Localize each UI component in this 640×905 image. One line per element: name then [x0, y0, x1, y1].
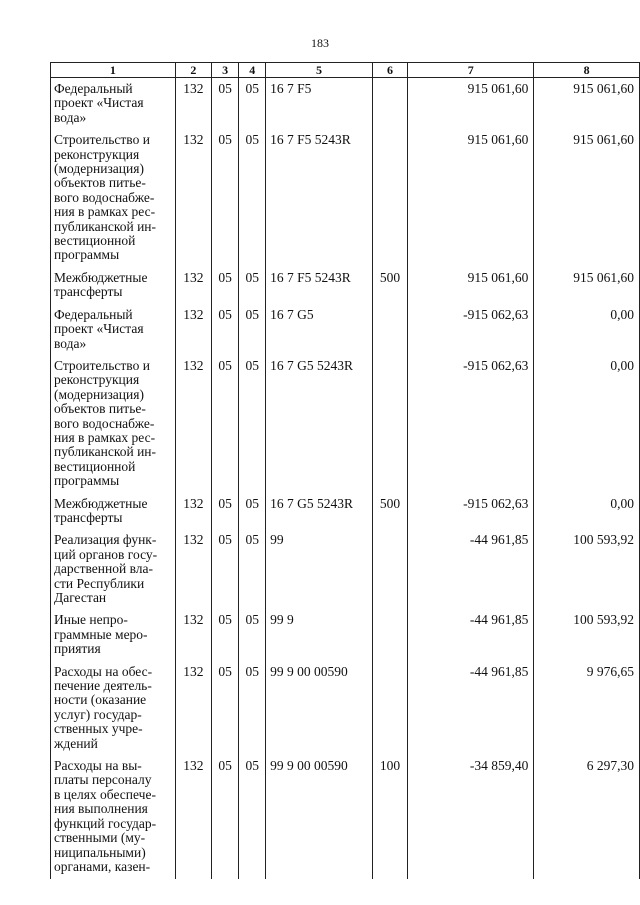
page-number: 183: [311, 36, 329, 50]
subsection-code: 05: [239, 78, 266, 130]
change-amount: -34 859,40: [408, 755, 534, 879]
kvsr-code: 132: [175, 304, 211, 355]
subsection-code: 05: [239, 493, 266, 530]
budget-table: [50, 62, 640, 879]
target-article-code: 16 7 G5 5243R: [266, 493, 373, 530]
table-row: [51, 267, 640, 304]
subsection-code: 05: [239, 755, 266, 879]
table-row: [51, 755, 640, 879]
change-amount: -44 961,85: [408, 661, 534, 755]
subsection-code: 05: [239, 304, 266, 355]
total-amount: 915 061,60: [534, 129, 640, 267]
expense-type-code: 100: [372, 755, 407, 879]
row-name: Федеральный проект «Чистая вода»: [51, 304, 176, 355]
total-amount: 6 297,30: [534, 755, 640, 879]
section-code: 05: [211, 755, 239, 879]
subsection-code: 05: [239, 529, 266, 609]
col-header-2: 2: [175, 63, 211, 78]
target-article-code: 16 7 F5 5243R: [266, 129, 373, 267]
col-header-8: 8: [534, 63, 640, 78]
expense-type-code: [372, 661, 407, 755]
col-header-3: 3: [211, 63, 239, 78]
section-code: 05: [211, 267, 239, 304]
expense-type-code: [372, 78, 407, 130]
row-name: Строительство и реконструкция (модернизация) объектов питье- вого водоснабже- ния в рамках рес- публиканской ин- вестиционной программы: [51, 129, 176, 267]
row-name: Иные непро- граммные меро- приятия: [51, 609, 176, 660]
table-body: [51, 78, 640, 880]
section-code: 05: [211, 355, 239, 493]
target-article-code: 16 7 F5 5243R: [266, 267, 373, 304]
col-header-1: 1: [51, 63, 176, 78]
total-amount: 100 593,92: [534, 529, 640, 609]
table-row: [51, 78, 640, 130]
subsection-code: 05: [239, 355, 266, 493]
change-amount: 915 061,60: [408, 78, 534, 130]
target-article-code: 99 9 00 00590: [266, 661, 373, 755]
target-article-code: 99: [266, 529, 373, 609]
section-code: 05: [211, 493, 239, 530]
change-amount: 915 061,60: [408, 129, 534, 267]
expense-type-code: [372, 129, 407, 267]
row-name: Межбюджетные трансферты: [51, 493, 176, 530]
section-code: 05: [211, 529, 239, 609]
table-row: [51, 129, 640, 267]
table-row: [51, 661, 640, 755]
section-code: 05: [211, 609, 239, 660]
kvsr-code: 132: [175, 609, 211, 660]
total-amount: 0,00: [534, 355, 640, 493]
target-article-code: 16 7 G5: [266, 304, 373, 355]
target-article-code: 16 7 F5: [266, 78, 373, 130]
section-code: 05: [211, 304, 239, 355]
change-amount: -44 961,85: [408, 529, 534, 609]
section-code: 05: [211, 661, 239, 755]
subsection-code: 05: [239, 267, 266, 304]
expense-type-code: 500: [372, 267, 407, 304]
row-name: Межбюджетные трансферты: [51, 267, 176, 304]
col-header-7: 7: [408, 63, 534, 78]
total-amount: 0,00: [534, 304, 640, 355]
row-name: Расходы на обес- печение деятель- ности (оказание услуг) государ- ственных учре- ждений: [51, 661, 176, 755]
col-header-6: 6: [372, 63, 407, 78]
change-amount: -44 961,85: [408, 609, 534, 660]
kvsr-code: 132: [175, 529, 211, 609]
kvsr-code: 132: [175, 661, 211, 755]
kvsr-code: 132: [175, 129, 211, 267]
table-row: [51, 529, 640, 609]
total-amount: 100 593,92: [534, 609, 640, 660]
table-row: [51, 355, 640, 493]
change-amount: 915 061,60: [408, 267, 534, 304]
row-name: Расходы на вы- платы персоналу в целях обеспече- ния выполнения функций государ- ственными (му- ниципальными) органами, казен-: [51, 755, 176, 879]
header-row: [51, 63, 640, 78]
table-row: [51, 304, 640, 355]
table-row: [51, 493, 640, 530]
kvsr-code: 132: [175, 267, 211, 304]
subsection-code: 05: [239, 129, 266, 267]
target-article-code: 99 9 00 00590: [266, 755, 373, 879]
subsection-code: 05: [239, 661, 266, 755]
col-header-4: 4: [239, 63, 266, 78]
total-amount: 9 976,65: [534, 661, 640, 755]
kvsr-code: 132: [175, 78, 211, 130]
row-name: Федеральный проект «Чистая вода»: [51, 78, 176, 130]
section-code: 05: [211, 78, 239, 130]
total-amount: 915 061,60: [534, 267, 640, 304]
kvsr-code: 132: [175, 755, 211, 879]
kvsr-code: 132: [175, 493, 211, 530]
row-name: Реализация функ- ций органов госу- дарственной вла- сти Республики Дагестан: [51, 529, 176, 609]
col-header-5: 5: [266, 63, 373, 78]
row-name: Строительство и реконструкция (модернизация) объектов питье- вого водоснабже- ния в рамках рес- публиканской ин- вестиционной программы: [51, 355, 176, 493]
kvsr-code: 132: [175, 355, 211, 493]
change-amount: -915 062,63: [408, 493, 534, 530]
total-amount: 0,00: [534, 493, 640, 530]
change-amount: -915 062,63: [408, 355, 534, 493]
expense-type-code: 500: [372, 493, 407, 530]
table-row: [51, 609, 640, 660]
subsection-code: 05: [239, 609, 266, 660]
target-article-code: 16 7 G5 5243R: [266, 355, 373, 493]
target-article-code: 99 9: [266, 609, 373, 660]
section-code: 05: [211, 129, 239, 267]
expense-type-code: [372, 304, 407, 355]
total-amount: 915 061,60: [534, 78, 640, 130]
expense-type-code: [372, 529, 407, 609]
expense-type-code: [372, 609, 407, 660]
expense-type-code: [372, 355, 407, 493]
change-amount: -915 062,63: [408, 304, 534, 355]
